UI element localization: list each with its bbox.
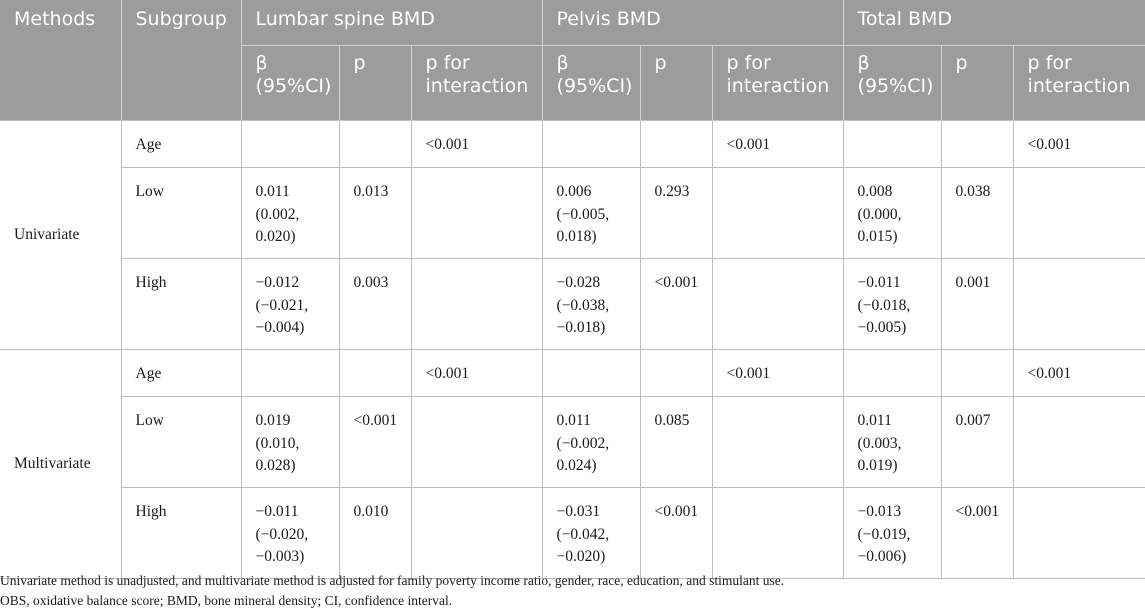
table-cell xyxy=(542,121,640,168)
table-cell xyxy=(411,397,542,488)
table-footnotes xyxy=(0,571,784,611)
table-cell xyxy=(843,350,941,397)
table-cell: <0.001 xyxy=(941,488,1013,579)
subgroup-cell: Age xyxy=(121,121,241,168)
table-cell: 0.085 xyxy=(640,397,712,488)
table-cell xyxy=(1013,259,1145,350)
methods-header: Methods xyxy=(0,0,121,121)
p-header: p xyxy=(339,46,411,121)
table-cell: <0.001 xyxy=(1013,350,1145,397)
footnote-abbreviations: OBS, oxidative balance score; BMD, bone mineral density; CI, confidence interval. xyxy=(0,593,453,608)
table-cell: 0.293 xyxy=(640,168,712,259)
table-cell xyxy=(411,259,542,350)
table-cell xyxy=(712,259,843,350)
footnote-methods: Univariate method is unadjusted, and multivariate method is adjusted for family poverty income ratio, gender, race, education, and stimulant use. xyxy=(0,573,785,588)
table-row xyxy=(0,350,1145,397)
table-cell xyxy=(640,350,712,397)
p-interaction-header: p for interaction xyxy=(1013,46,1145,121)
p-interaction-header: p for interaction xyxy=(411,46,542,121)
table-cell: 0.010 xyxy=(339,488,411,579)
table-row xyxy=(0,259,1145,350)
table-cell: 0.011 (−0.002, 0.024) xyxy=(542,397,640,488)
table-cell: −0.028 (−0.038, −0.018) xyxy=(542,259,640,350)
beta-ci-header: β (95%CI) xyxy=(241,46,339,121)
p-header: p xyxy=(941,46,1013,121)
table-cell: <0.001 xyxy=(640,259,712,350)
table-cell xyxy=(941,121,1013,168)
table-cell: −0.013 (−0.019, −0.006) xyxy=(843,488,941,579)
p-header: p xyxy=(640,46,712,121)
table-cell xyxy=(1013,488,1145,579)
table-cell xyxy=(241,350,339,397)
pelvis-header: Pelvis BMD xyxy=(542,0,843,46)
table-cell xyxy=(640,121,712,168)
table-cell: 0.008 (0.000, 0.015) xyxy=(843,168,941,259)
table-cell xyxy=(241,121,339,168)
beta-ci-header: β (95%CI) xyxy=(542,46,640,121)
table-cell xyxy=(712,168,843,259)
table-cell xyxy=(843,121,941,168)
table-cell: <0.001 xyxy=(411,121,542,168)
subgroup-cell: High xyxy=(121,259,241,350)
method-cell: Univariate xyxy=(0,121,121,350)
table-cell xyxy=(411,168,542,259)
table-cell: 0.007 xyxy=(941,397,1013,488)
lumbar-spine-header: Lumbar spine BMD xyxy=(241,0,542,46)
table-cell: −0.011 (−0.018, −0.005) xyxy=(843,259,941,350)
subgroup-cell: Age xyxy=(121,350,241,397)
table-row xyxy=(0,121,1145,168)
table-row xyxy=(0,488,1145,579)
table-cell: −0.011 (−0.020, −0.003) xyxy=(241,488,339,579)
table-cell: 0.003 xyxy=(339,259,411,350)
subgroup-cell: Low xyxy=(121,168,241,259)
table-body xyxy=(0,121,1145,579)
table-header xyxy=(0,0,1145,121)
table-cell: 0.038 xyxy=(941,168,1013,259)
table-row xyxy=(0,168,1145,259)
table-cell: −0.012 (−0.021, −0.004) xyxy=(241,259,339,350)
table-cell: <0.001 xyxy=(339,397,411,488)
table-cell xyxy=(339,121,411,168)
table-cell xyxy=(1013,168,1145,259)
table-cell xyxy=(941,350,1013,397)
subgroup-cell: High xyxy=(121,488,241,579)
table-cell: 0.013 xyxy=(339,168,411,259)
table-cell: <0.001 xyxy=(411,350,542,397)
total-bmd-header: Total BMD xyxy=(843,0,1145,46)
table-cell: <0.001 xyxy=(712,350,843,397)
p-interaction-header: p for interaction xyxy=(712,46,843,121)
table-cell xyxy=(1013,397,1145,488)
table-cell: <0.001 xyxy=(1013,121,1145,168)
table-cell: 0.011 (0.002, 0.020) xyxy=(241,168,339,259)
table-cell xyxy=(712,397,843,488)
table-cell xyxy=(411,488,542,579)
beta-ci-header: β (95%CI) xyxy=(843,46,941,121)
table-cell: <0.001 xyxy=(712,121,843,168)
table-cell: 0.001 xyxy=(941,259,1013,350)
subgroup-cell: Low xyxy=(121,397,241,488)
table-cell: 0.006 (−0.005, 0.018) xyxy=(542,168,640,259)
table-cell: <0.001 xyxy=(640,488,712,579)
subgroup-header: Subgroup xyxy=(121,0,241,121)
table-cell: 0.019 (0.010, 0.028) xyxy=(241,397,339,488)
table-cell xyxy=(712,488,843,579)
table-cell: −0.031 (−0.042, −0.020) xyxy=(542,488,640,579)
table-cell xyxy=(339,350,411,397)
method-cell: Multivariate xyxy=(0,350,121,579)
table-cell: 0.011 (0.003, 0.019) xyxy=(843,397,941,488)
table-row xyxy=(0,397,1145,488)
table-cell xyxy=(542,350,640,397)
